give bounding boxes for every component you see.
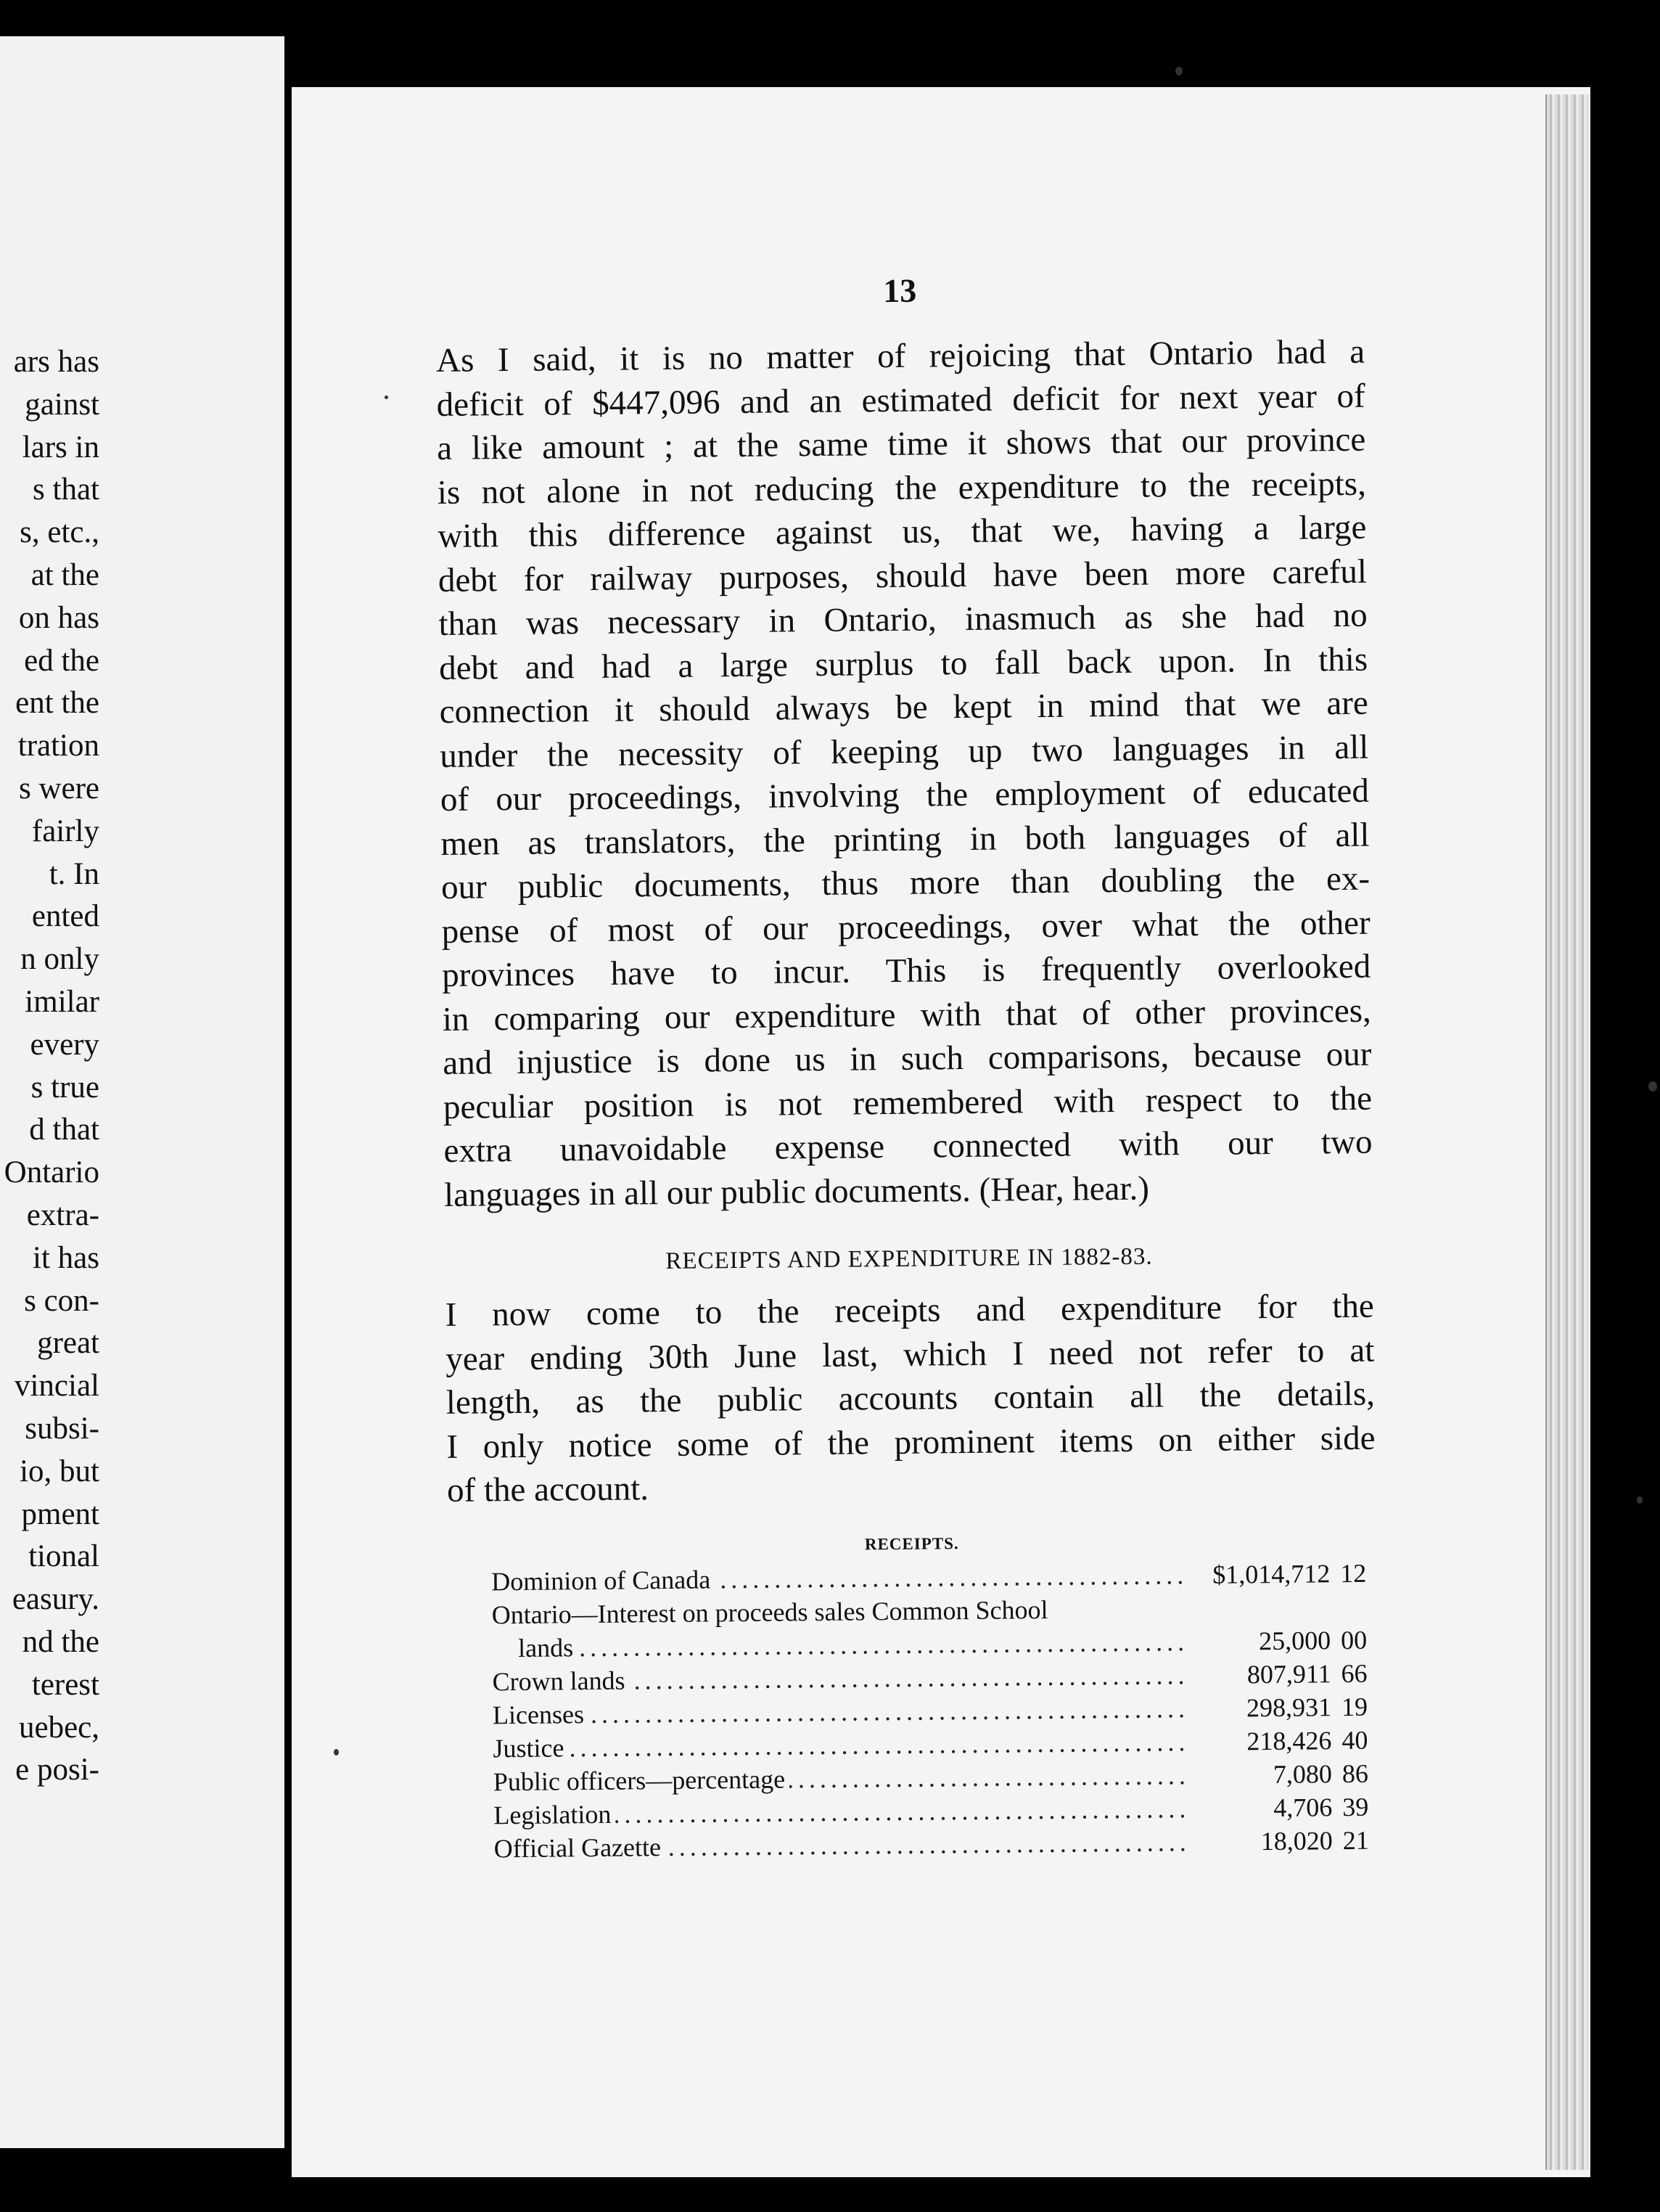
text-line: length, as the public accounts contain all the details, (445, 1375, 1376, 1422)
left-page-line: ed the (24, 643, 99, 678)
receipts-item-dollars (1185, 1590, 1340, 1625)
receipts-item-label: Crown lands (492, 1666, 629, 1696)
left-page-line: every (30, 1027, 99, 1062)
left-page-line: s were (18, 771, 99, 806)
left-page-line: great (37, 1326, 99, 1361)
receipts-item-dollars: 4,706 (1273, 1792, 1333, 1822)
page-number: 13 (882, 271, 917, 310)
left-page-line: t. In (49, 856, 99, 891)
receipts-item-cents: 39 (1342, 1792, 1369, 1822)
left-page-line: e posi- (15, 1753, 99, 1787)
left-page-text (0, 341, 99, 1792)
receipts-item-label: Dominion of Canada (491, 1565, 715, 1596)
left-page-line: s, etc., (20, 515, 99, 550)
receipts-table (491, 1556, 1379, 1865)
left-page-line: extra- (26, 1197, 99, 1232)
receipts-item-cents: 66 (1341, 1658, 1368, 1688)
left-page-line: lars in (22, 430, 99, 464)
left-page-line: io, but (20, 1454, 99, 1488)
scan-speck (1648, 1081, 1657, 1091)
text-line: in comparing our expenditure with that of other provinces, (442, 991, 1372, 1039)
text-line: and injustice is done us in such comparisons, because our (443, 1035, 1372, 1082)
receipts-item-cents: 00 (1340, 1625, 1368, 1655)
left-page-line: n only (20, 942, 99, 977)
paragraph-receipts-intro (445, 1285, 1376, 1513)
left-page-line: ented (31, 899, 99, 934)
left-page-line: gainst (25, 387, 99, 422)
receipts-item-dollars: 25,000 (1258, 1625, 1331, 1655)
left-page-line: tration (17, 729, 99, 763)
text-line: provinces have to incur. This is frequently overlooked (442, 947, 1371, 994)
text-line: men as translators, the printing in both languages of all (440, 816, 1370, 863)
receipts-item-cents (1340, 1589, 1376, 1623)
receipts-item-label: Licenses (493, 1700, 588, 1729)
left-page-line: terest (31, 1667, 99, 1702)
left-page-line: s con- (24, 1283, 99, 1318)
text-line: of the account. (446, 1470, 649, 1510)
text-line: pense of most of our proceedings, over what the other (441, 904, 1371, 951)
text-line: with this difference against us, that we, having a large (437, 508, 1367, 555)
text-line: languages in all our public documents. (Hear, hear.) (443, 1169, 1150, 1214)
left-page-line: vincial (14, 1369, 99, 1404)
receipts-item-label: Legislation (493, 1799, 615, 1830)
receipts-item-dollars: $1,014,712 (1212, 1558, 1331, 1589)
left-page-line: uebec, (18, 1710, 99, 1745)
receipts-item-dollars: 218,426 (1246, 1725, 1332, 1756)
scan-speck (1637, 1496, 1643, 1504)
left-page-line: Ontario (4, 1155, 99, 1190)
text-line: a like amount ; at the same time it shows that our province (437, 420, 1366, 467)
scan-speck (1175, 67, 1183, 75)
receipts-item-label: Public officers—percentage (493, 1764, 790, 1796)
scan-speck (334, 1749, 339, 1756)
receipts-item-label: Ontario—Interest on proceeds sales Common School (492, 1594, 1053, 1629)
receipts-item-cents: 21 (1342, 1825, 1369, 1855)
text-line: of our proceedings, involving the employment of educated (440, 771, 1370, 819)
paragraph-ontario-deficit (436, 330, 1373, 1217)
text-line: As I said, it is no matter of rejoicing that Ontario had a (435, 332, 1365, 380)
receipts-item-cents: 40 (1341, 1725, 1368, 1755)
left-page-line: ent the (15, 686, 99, 721)
text-line: I now come to the receipts and expenditure for the (445, 1287, 1374, 1334)
left-page-line: ars has (13, 345, 99, 379)
page-edge (1545, 94, 1589, 2170)
text-line: year ending 30th June last, which I need not refer to at (445, 1331, 1375, 1378)
text-line: debt for railway purposes, should have been more careful (437, 552, 1368, 599)
receipts-item-dollars: 807,911 (1246, 1658, 1331, 1689)
receipts-item-dollars: 298,931 (1246, 1692, 1332, 1722)
left-page-line: s that (33, 472, 99, 507)
receipts-item-cents: 19 (1341, 1692, 1368, 1721)
text-line: deficit of $447,096 and an estimated deficit for next year of (436, 377, 1365, 424)
left-page-line: at the (30, 557, 99, 592)
text-line: peculiar position is not remembered with respect to the (443, 1079, 1373, 1126)
text-line: debt and had a large surplus to fall back upon. In this (438, 640, 1368, 687)
left-page-line: fairly (31, 814, 99, 848)
receipts-item-dollars: 7,080 (1273, 1758, 1333, 1789)
left-page-line: nd the (22, 1624, 99, 1659)
receipts-item-label: lands (492, 1633, 578, 1663)
section-heading: RECEIPTS AND EXPENDITURE IN 1882-83. (665, 1243, 1153, 1275)
text-line: under the necessity of keeping up two languages in all (440, 728, 1369, 775)
text-line: I only notice some of the prominent items on either side (446, 1419, 1376, 1466)
left-page-line: tional (28, 1539, 99, 1574)
receipts-item-dollars: 18,020 (1260, 1825, 1333, 1856)
text-line: is not alone in not reducing the expenditure to the receipts, (437, 464, 1367, 512)
left-page-line: d that (29, 1113, 99, 1147)
left-page-line: subsi- (25, 1411, 99, 1446)
left-page-line: s true (30, 1070, 99, 1105)
left-page-line: on has (18, 600, 99, 635)
text-line: our public documents, thus more than doubling the ex- (440, 859, 1371, 906)
page-gutter (284, 65, 292, 2148)
left-page-line: easury. (12, 1582, 99, 1617)
left-page-fragment (0, 36, 284, 2148)
receipts-item-cents: 12 (1340, 1558, 1367, 1588)
left-page-line: imilar (25, 984, 99, 1019)
receipts-item-label: Justice (493, 1733, 568, 1763)
text-line: than was necessary in Ontario, inasmuch as she had no (438, 596, 1368, 643)
receipts-heading: RECEIPTS. (864, 1533, 959, 1553)
left-page-line: pment (21, 1496, 99, 1531)
receipts-item-cents: 86 (1341, 1758, 1369, 1788)
text-line: connection it should always be kept in mind that we are (439, 684, 1368, 731)
page-content (435, 267, 1379, 1866)
receipts-item-label: Official Gazette (494, 1832, 666, 1863)
scan-speck (385, 396, 388, 399)
left-page-line: it has (33, 1240, 99, 1275)
text-line: extra unavoidable expense connected with our two (443, 1123, 1373, 1170)
